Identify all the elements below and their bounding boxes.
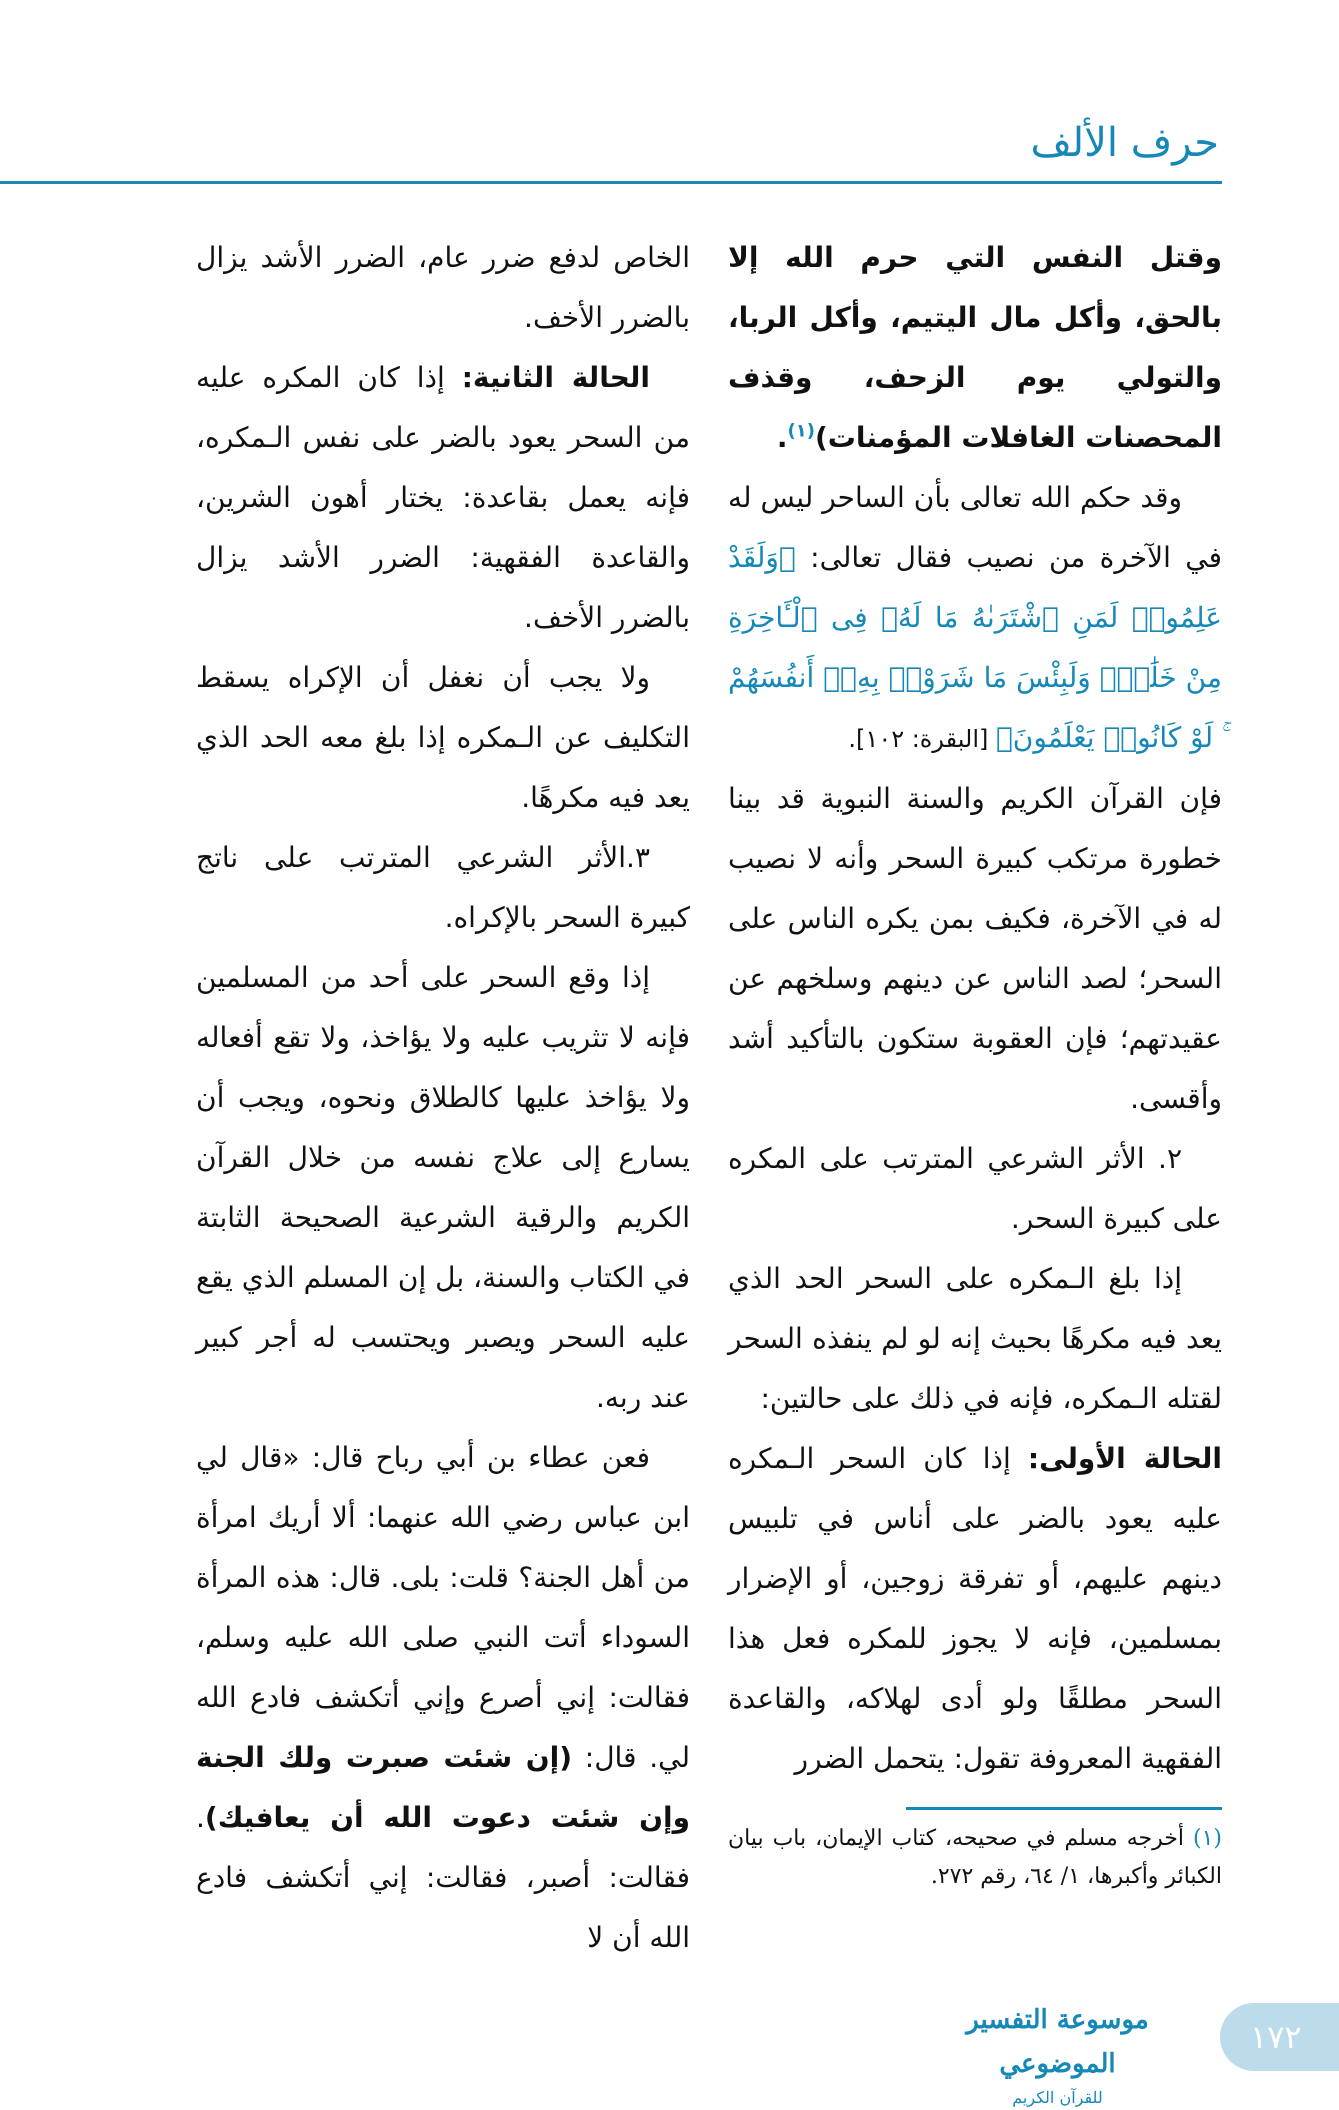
- paragraph: [728, 228, 1222, 468]
- text-columns: [196, 228, 1222, 1968]
- footnote-ref[interactable]: (١): [787, 420, 815, 442]
- paragraph: [196, 348, 690, 648]
- paragraph: الخاص لدفع ضرر عام، الضرر الأشد يزال بالضرر الأخف.: [196, 241, 690, 334]
- paragraph: [728, 1429, 1222, 1789]
- paragraph: إذا بلغ الـمكره على السحر الحد الذي يعد فيه مكرهًا بحيث إنه لو لم ينفذه السحر لقتله الـمكره، فإنه في ذلك على حالتين:: [728, 1262, 1222, 1415]
- page-header: [0, 0, 1339, 228]
- period: .: [776, 421, 788, 454]
- footnote-number: (١): [1192, 1826, 1222, 1851]
- text: وقد حكم الله تعالى بأن الساحر ليس له في الآخرة من نصيب فقال تعالى:: [728, 481, 1222, 574]
- chapter-title: حرف الألف: [1030, 120, 1219, 166]
- page-footer: [0, 1998, 1339, 2108]
- header-divider: [0, 181, 1222, 184]
- logo-subtitle: للقرآن الكريم: [1012, 2088, 1103, 2107]
- section-heading: ٣.الأثر الشرعي المترتب على ناتج كبيرة السحر بالإكراه.: [196, 841, 690, 934]
- case-label: الحالة الثانية:: [461, 361, 650, 394]
- left-column: [196, 228, 690, 1968]
- case-label: الحالة الأولى:: [1027, 1442, 1222, 1475]
- paragraph: [728, 468, 1222, 769]
- quran-verse: ﴿وَلَقَدْ عَلِمُوا۟ لَمَنِ ٱشْتَرَىٰهُ مَا لَهُۥ فِى ٱلْـَٔاخِرَةِ مِنْ خَلَٰقٍۚ وَلَبِئْسَ مَا شَرَوْا۟ بِهِۦٓ أَنفُسَهُمْ ۚ لَوْ كَانُوا۟ يَعْلَمُونَ﴾: [728, 541, 1222, 754]
- paragraph: فإن القرآن الكريم والسنة النبوية قد بينا خطورة مرتكب كبيرة السحر وأنه لا نصيب له في الآخرة، فكيف بمن يكره الناس على السحر؛ لصد الناس عن دينهم وسلخهم عن عقيدتهم؛ فإن العقوبة ستكون بالتأكيد أشد وأقسى.: [728, 782, 1222, 1115]
- logo-title: موسوعة التفسير الموضوعي: [966, 2005, 1149, 2079]
- verse-reference: [البقرة: ١٠٢].: [848, 725, 996, 753]
- text: . فقالت: أصبر، فقالت: إني أتكشف فادع الله أن لا: [196, 1801, 690, 1954]
- right-column: [728, 228, 1222, 1896]
- text: إذا كان المكره عليه من السحر يعود بالضر على نفس الـمكره، فإنه يعمل بقاعدة: يختار أهون الشرين، والقاعدة الفقهية: الضرر الأشد يزال بالضرر الأخف.: [196, 361, 690, 634]
- paragraph: [196, 1428, 690, 1968]
- footnote: [728, 1820, 1222, 1896]
- text: إذا كان السحر الـمكره عليه يعود بالضر على أناس في تلبيس دينهم عليهم، أو تفرقة زوجين، أو الإضرار بمسلمين، فإنه لا يجوز للمكره فعل هذا السحر مطلقًا ولو أدى لهلاكه، والقاعدة الفقهية المعروفة تقول: يتحمل الضرر: [728, 1442, 1222, 1775]
- footnote-text: أخرجه مسلم في صحيحه، كتاب الإيمان، باب بيان الكبائر وأكبرها، ١/ ٦٤، رقم ٢٧٢.: [728, 1826, 1222, 1889]
- footnote-divider: [906, 1807, 1222, 1810]
- hadith-text: وقتل النفس التي حرم الله إلا بالحق، وأكل مال اليتيم، وأكل الربا، والتولي يوم الزحف، وقذف المحصنات الغافلات المؤمنات): [728, 241, 1222, 454]
- paragraph: ولا يجب أن نغفل أن الإكراه يسقط التكليف عن الـمكره إذا بلغ معه الحد الذي يعد فيه مكرهًا.: [196, 661, 690, 814]
- text: فعن عطاء بن أبي رباح قال: «قال لي ابن عباس رضي الله عنهما: ألا أريك امرأة من أهل الجنة؟ قلت: بلى. قال: هذه المرأة السوداء أتت النبي صلى الله عليه وسلم، فقالت: إني أصرع وإني أتكشف فادع الله لي. قال:: [196, 1441, 690, 1774]
- section-heading: ٢. الأثر الشرعي المترتب على المكره على كبيرة السحر.: [728, 1142, 1222, 1235]
- page-number: ١٧٢: [1220, 2003, 1339, 2071]
- hadith-quote: (إن شئت صبرت ولك الجنة وإن شئت دعوت الله أن يعافيك): [196, 1741, 690, 1834]
- encyclopedia-logo: [935, 1998, 1180, 2107]
- paragraph: إذا وقع السحر على أحد من المسلمين فإنه لا تثريب عليه ولا يؤاخذ، ولا تقع أفعاله ولا يؤاخذ عليها كالطلاق ونحوه، ويجب أن يسارع إلى علاج نفسه من خلال القرآن الكريم والرقية الشرعية الصحيحة الثابتة في الكتاب والسنة، بل إن المسلم الذي يقع عليه السحر ويصبر ويحتسب له أجر كبير عند ربه.: [196, 961, 690, 1414]
